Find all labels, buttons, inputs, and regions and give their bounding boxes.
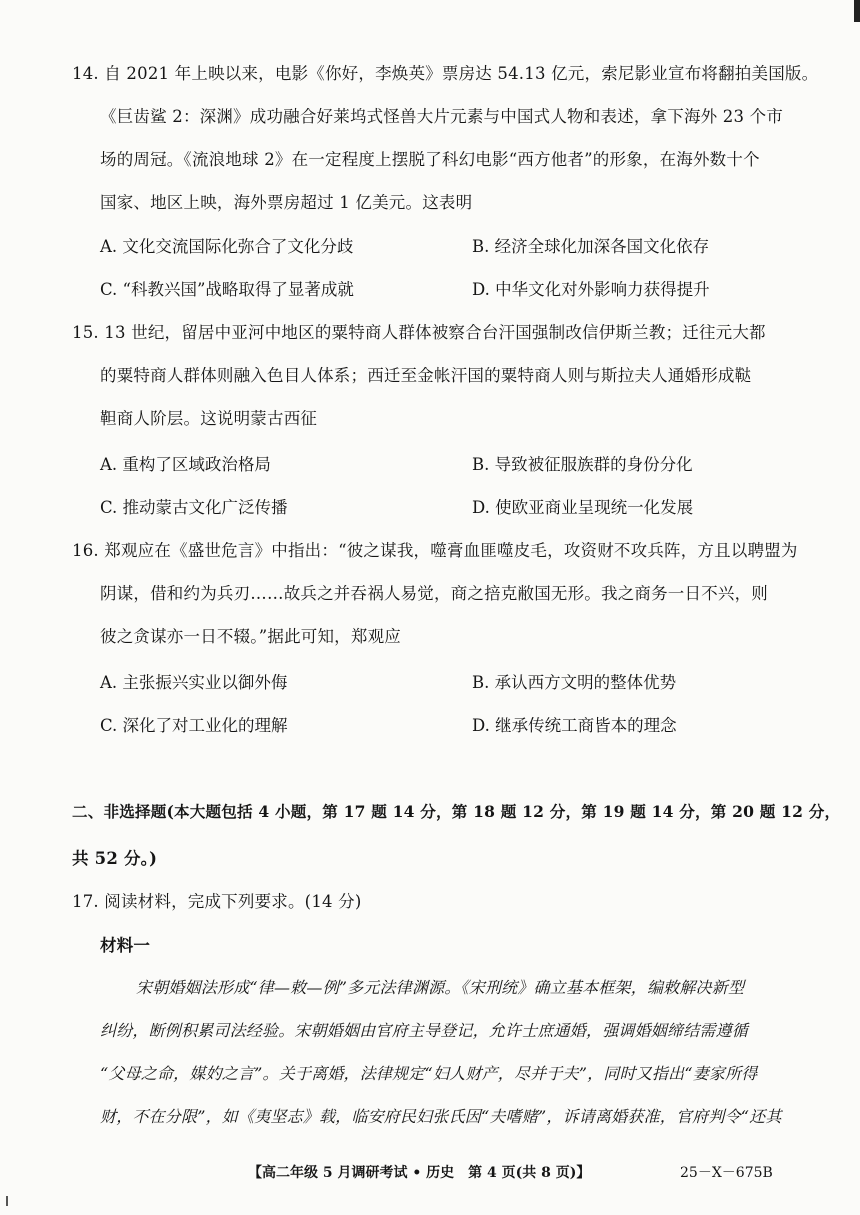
scan-edge-mark [6, 1196, 8, 1206]
question-15-stem-line-2: 的粟特商人群体则融入色目人体系；西迁至金帐汗国的粟特商人则与斯拉夫人通婚形成鞑 [100, 366, 752, 385]
question-15-option-d: D. 使欧亚商业呈现统一化发展 [472, 498, 694, 517]
question-16-stem-line-2: 阴谋，借和约为兵刃……故兵之并吞祸人易觉，商之掊克敝国无形。我之商务一日不兴，则 [100, 584, 768, 603]
question-14-stem-line-4: 国家、地区上映，海外票房超过 1 亿美元。这表明 [100, 193, 473, 212]
material-1-label: 材料一 [100, 936, 151, 955]
question-16-option-a: A. 主张振兴实业以御外侮 [100, 673, 288, 692]
question-15-stem-line-1: 15. 13 世纪，留居中亚河中地区的粟特商人群体被察合台汗国强制改信伊斯兰教；迁往元大都 [72, 323, 766, 342]
question-15-option-c: C. 推动蒙古文化广泛传播 [100, 498, 288, 517]
question-16-option-d: D. 继承传统工商皆本的理念 [472, 716, 677, 735]
section-2-heading-line-2: 共 52 分。) [72, 849, 158, 868]
question-14-stem-line-3: 场的周冠。《流浪地球 2》在一定程度上摆脱了科幻电影“西方他者”的形象，在海外数十个 [100, 150, 760, 169]
question-17-prompt: 17. 阅读材料，完成下列要求。(14 分) [72, 892, 362, 911]
question-14-option-a: A. 文化交流国际化弥合了文化分歧 [100, 237, 354, 256]
material-1-line-2: 纠纷，断例积累司法经验。宋朝婚姻由官府主导登记，允许士庶通婚，强调婚姻缔结需遵循 [100, 1021, 749, 1040]
page-footer-code: 25－X－675B [680, 1165, 773, 1181]
question-14-option-c: C. “科教兴国”战略取得了显著成就 [100, 280, 354, 299]
question-14-option-d: D. 中华文化对外影响力获得提升 [472, 280, 710, 299]
question-14-stem-line-2: 《巨齿鲨 2：深渊》成功融合好莱坞式怪兽大片元素与中国式人物和表述，拿下海外 23 个市 [100, 107, 784, 126]
question-14-option-b: B. 经济全球化加深各国文化依存 [472, 237, 710, 256]
question-14-stem-line-1: 14. 自 2021 年上映以来，电影《你好，李焕英》票房达 54.13 亿元，索尼影业宣布将翻拍美国版。 [72, 64, 819, 83]
question-15-stem-line-3: 靼商人阶层。这说明蒙古西征 [100, 409, 318, 428]
question-16-option-c: C. 深化了对工业化的理解 [100, 716, 288, 735]
question-15-option-a: A. 重构了区域政治格局 [100, 455, 271, 474]
scan-corner-mark [854, 0, 860, 22]
material-1-line-3: “父母之命，媒妁之言”。关于离婚，法律规定“妇人财产，尽并于夫”，同时又指出“妻家所得 [100, 1064, 758, 1083]
question-16-stem-line-3: 彼之贪谋亦一日不辍。”据此可知，郑观应 [100, 627, 401, 646]
material-1-line-1: 宋朝婚姻法形成“律—敕—例”多元法律渊源。《宋刑统》确立基本框架，编敕解决新型 [136, 978, 745, 997]
question-15-option-b: B. 导致被征服族群的身份分化 [472, 455, 693, 474]
material-1-line-4: 财，不在分限”，如《夷坚志》载，临安府民妇张氏因“夫嗜赌”，诉请离婚获准，官府判令“还其 [100, 1107, 782, 1126]
question-16-option-b: B. 承认西方文明的整体优势 [472, 673, 677, 692]
question-16-stem-line-1: 16. 郑观应在《盛世危言》中指出：“彼之谋我，噬膏血匪噬皮毛，攻资财不攻兵阵，方且以聘盟为 [72, 541, 798, 560]
page-footer-title: 【高二年级 5 月调研考试 • 历史 第 4 页(共 8 页)】 [248, 1165, 591, 1181]
section-2-heading-line-1: 二、非选择题(本大题包括 4 小题，第 17 题 14 分，第 18 题 12 分，第 19 题 14 分，第 20 题 12 分， [72, 802, 841, 821]
